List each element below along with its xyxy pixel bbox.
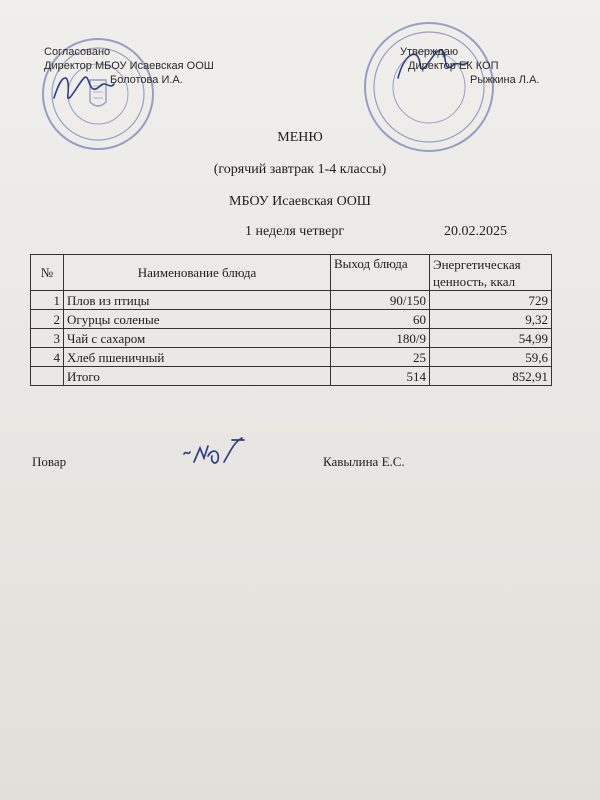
row-energy: 729 <box>430 291 552 310</box>
agreed-position: Директор МБОУ Исаевская ООШ <box>44 60 214 72</box>
agreed-block <box>44 45 214 87</box>
total-no-cell <box>31 367 64 386</box>
column-header-name: Наименование блюда <box>64 255 331 291</box>
agreed-name: Болотова И.А. <box>110 74 183 86</box>
menu-subtitle: (горячий завтрак 1-4 классы) <box>213 162 387 177</box>
approved-block <box>400 45 539 87</box>
agreed-heading: Согласовано <box>44 46 111 58</box>
approved-heading: Утверждаю <box>400 46 459 58</box>
table-header-row <box>31 255 552 291</box>
row-dish-name: Чай с сахаром <box>64 329 331 348</box>
menu-table <box>30 254 552 386</box>
cook-name: Кавылина Е.С. <box>323 454 405 469</box>
row-output: 60 <box>331 310 430 329</box>
cook-role: Повар <box>32 454 67 469</box>
row-output: 180/9 <box>331 329 430 348</box>
total-energy: 852,91 <box>430 367 552 386</box>
row-dish-name: Огурцы соленые <box>64 310 331 329</box>
table-row <box>31 291 552 310</box>
row-energy: 54,99 <box>430 329 552 348</box>
table-row <box>31 329 552 348</box>
table-total-row <box>31 367 552 386</box>
row-output: 25 <box>331 348 430 367</box>
column-header-no: № <box>31 255 64 291</box>
row-no: 4 <box>31 348 64 367</box>
row-no: 3 <box>31 329 64 348</box>
row-dish-name: Хлеб пшеничный <box>64 348 331 367</box>
approved-name: Рыжкина Л.А. <box>470 74 540 86</box>
menu-title: МЕНЮ <box>277 130 323 145</box>
total-output: 514 <box>331 367 430 386</box>
table-row <box>31 348 552 367</box>
table-row <box>31 310 552 329</box>
column-header-energy: Энергетическая ценность, ккал <box>430 255 552 291</box>
row-no: 2 <box>31 310 64 329</box>
row-output: 90/150 <box>331 291 430 310</box>
approved-position: Директор ЕК КОП <box>408 60 499 72</box>
row-dish-name: Плов из птицы <box>64 291 331 310</box>
total-label: Итого <box>64 367 331 386</box>
menu-date: 20.02.2025 <box>444 224 507 239</box>
column-header-output: Выход блюда <box>331 255 430 291</box>
school-name: МБОУ Исаевская ООШ <box>229 194 371 209</box>
row-energy: 59,6 <box>430 348 552 367</box>
cook-signature <box>178 432 252 476</box>
row-no: 1 <box>31 291 64 310</box>
week-day: 1 неделя четверг <box>245 224 345 239</box>
row-energy: 9,32 <box>430 310 552 329</box>
